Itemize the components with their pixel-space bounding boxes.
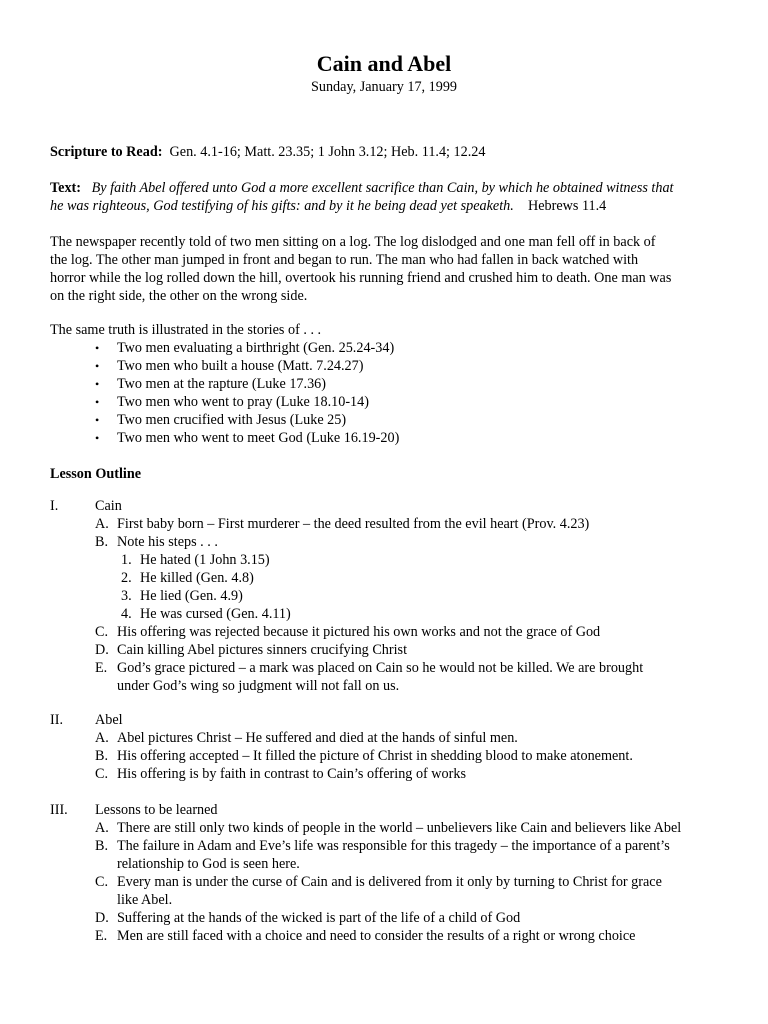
item-text: The failure in Adam and Eve’s life was responsible for this tragedy – the importance of a parent’s xyxy=(117,838,670,854)
document-date: Sunday, January 17, 1999 xyxy=(310,79,458,95)
sub-item-text: He killed (Gen. 4.8) xyxy=(140,570,254,586)
item-text: First baby born – First murderer – the deed resulted from the evil heart (Prov. 4.23) xyxy=(117,516,590,532)
outline-item xyxy=(50,659,740,677)
outline-item xyxy=(50,873,740,891)
item-text: His offering accepted – It filled the picture of Christ in shedding blood to make atonement. xyxy=(117,748,633,764)
outline-item xyxy=(50,837,740,855)
item-letter: B. xyxy=(95,748,109,764)
verse-reference: Hebrews 11.4 xyxy=(527,198,607,214)
section-numeral: III. xyxy=(50,802,68,818)
verse-line-1: By faith Abel offered unto God a more excellent sacrifice than Cain, by which he obtained witness that xyxy=(91,180,674,196)
outline-item xyxy=(50,909,740,927)
item-letter: D. xyxy=(95,910,109,926)
item-letter: B. xyxy=(95,838,109,854)
item-letter: B. xyxy=(95,534,109,550)
paragraph-line: on the right side, the other on the wrong side. xyxy=(50,288,308,304)
outline-section-lessons xyxy=(50,801,740,945)
outline-item xyxy=(50,747,740,765)
item-letter: A. xyxy=(95,730,109,746)
item-text: God’s grace pictured – a mark was placed on Cain so he would not be killed. We are brought xyxy=(117,660,644,676)
section-numeral: II. xyxy=(50,712,63,728)
item-text: Note his steps . . . xyxy=(117,534,218,550)
outline-item xyxy=(50,819,740,837)
item-letter: A. xyxy=(95,516,109,532)
scripture-line: Scripture to Read: Gen. 4.1-16; Matt. 23.35; 1 John 3.12; Heb. 11.4; 12.24 xyxy=(50,144,486,160)
bullet-dot-icon: • xyxy=(95,395,100,409)
sub-item-number: 4. xyxy=(121,606,132,622)
item-letter: A. xyxy=(95,820,109,836)
outline-item xyxy=(50,641,740,659)
outline-item-continuation xyxy=(50,891,740,909)
sub-item xyxy=(50,551,740,569)
outline-item xyxy=(50,515,740,533)
bullet-text: Two men who went to pray (Luke 18.10-14) xyxy=(117,394,369,410)
sub-item xyxy=(50,605,740,623)
outline-section-cain xyxy=(50,497,740,695)
sub-item-number: 1. xyxy=(121,552,132,568)
item-text: Abel pictures Christ – He suffered and died at the hands of sinful men. xyxy=(117,730,518,746)
sub-item-number: 3. xyxy=(121,588,132,604)
section-heading xyxy=(50,497,740,515)
item-letter: E. xyxy=(95,928,108,944)
item-text: There are still only two kinds of people in the world – unbelievers like Cain and believers like Abel xyxy=(117,820,682,836)
outline-item xyxy=(50,729,740,747)
bullet-dot-icon: • xyxy=(95,377,100,391)
item-letter: C. xyxy=(95,766,109,782)
item-text: under God’s wing so judgment will not fall on us. xyxy=(117,678,400,694)
bullet-item xyxy=(95,357,399,375)
outline-item xyxy=(50,927,740,945)
item-letter: E. xyxy=(95,660,108,676)
paragraph-line: The newspaper recently told of two men sitting on a log. The log dislodged and one man fell off in back of xyxy=(50,234,656,250)
item-text: His offering is by faith in contrast to Cain’s offering of works xyxy=(117,766,466,782)
stories-intro: The same truth is illustrated in the stories of . . . xyxy=(50,322,322,338)
paragraph-line: horror while the log rolled down the hill, overtook his running friend and crushed him to death. One man was xyxy=(50,270,672,286)
sub-item-text: He hated (1 John 3.15) xyxy=(140,552,270,568)
bullet-text: Two men crucified with Jesus (Luke 25) xyxy=(117,412,347,428)
item-text: Suffering at the hands of the wicked is part of the life of a child of God xyxy=(117,910,521,926)
bullet-item xyxy=(95,393,399,411)
bullet-dot-icon: • xyxy=(95,413,100,427)
item-text: Every man is under the curse of Cain and is delivered from it only by turning to Christ for grace xyxy=(117,874,662,890)
bullet-item xyxy=(95,411,399,429)
item-letter: C. xyxy=(95,624,109,640)
bullet-item xyxy=(95,375,399,393)
text-verse xyxy=(50,179,730,215)
sub-item xyxy=(50,569,740,587)
item-text: Cain killing Abel pictures sinners crucifying Christ xyxy=(117,642,408,658)
section-numeral: I. xyxy=(50,498,59,514)
scripture-refs: Gen. 4.1-16; Matt. 23.35; 1 John 3.12; Heb. 11.4; 12.24 xyxy=(169,144,486,160)
outline-item xyxy=(50,623,740,641)
section-heading xyxy=(50,801,740,819)
item-letter: D. xyxy=(95,642,109,658)
item-text: relationship to God is seen here. xyxy=(117,856,300,872)
outline-item-continuation xyxy=(50,677,740,695)
document-title: Cain and Abel xyxy=(316,51,452,76)
bullet-text: Two men at the rapture (Luke 17.36) xyxy=(117,376,326,392)
sub-item-number: 2. xyxy=(121,570,132,586)
bullet-dot-icon: • xyxy=(95,359,100,373)
item-letter: C. xyxy=(95,874,109,890)
bullet-item xyxy=(95,429,399,447)
text-label: Text: xyxy=(50,180,81,196)
item-text: His offering was rejected because it pictured his own works and not the grace of God xyxy=(117,624,601,640)
bullet-text: Two men evaluating a birthright (Gen. 25.24-34) xyxy=(117,340,395,356)
outline-item xyxy=(50,533,740,551)
bullet-text: Two men who went to meet God (Luke 16.19-20) xyxy=(117,430,400,446)
bullet-item xyxy=(95,339,399,357)
bullet-text: Two men who built a house (Matt. 7.24.27) xyxy=(117,358,364,374)
scripture-label: Scripture to Read xyxy=(50,144,158,160)
verse-line-2: he was righteous, God testifying of his gifts: and by it he being dead yet speaketh. xyxy=(50,198,514,214)
bullet-dot-icon: • xyxy=(95,431,100,445)
sub-item-text: He lied (Gen. 4.9) xyxy=(140,588,243,604)
item-text: Men are still faced with a choice and need to consider the results of a right or wrong choice xyxy=(117,928,636,944)
bullet-list xyxy=(95,339,399,447)
item-text: like Abel. xyxy=(117,892,173,908)
paragraph-line: the log. The other man jumped in front and began to run. The man who had fallen in back watched with xyxy=(50,252,639,268)
outline-item xyxy=(50,765,740,783)
outline-heading: Lesson Outline xyxy=(50,466,142,482)
sub-item xyxy=(50,587,740,605)
section-title: Lessons to be learned xyxy=(95,802,218,818)
outline-item-continuation xyxy=(50,855,740,873)
sub-item-text: He was cursed (Gen. 4.11) xyxy=(140,606,291,622)
intro-paragraph xyxy=(50,233,730,305)
bullet-dot-icon: • xyxy=(95,341,100,355)
outline-section-abel xyxy=(50,711,740,783)
section-heading xyxy=(50,711,740,729)
section-title: Abel xyxy=(95,712,123,728)
section-title: Cain xyxy=(95,498,122,514)
